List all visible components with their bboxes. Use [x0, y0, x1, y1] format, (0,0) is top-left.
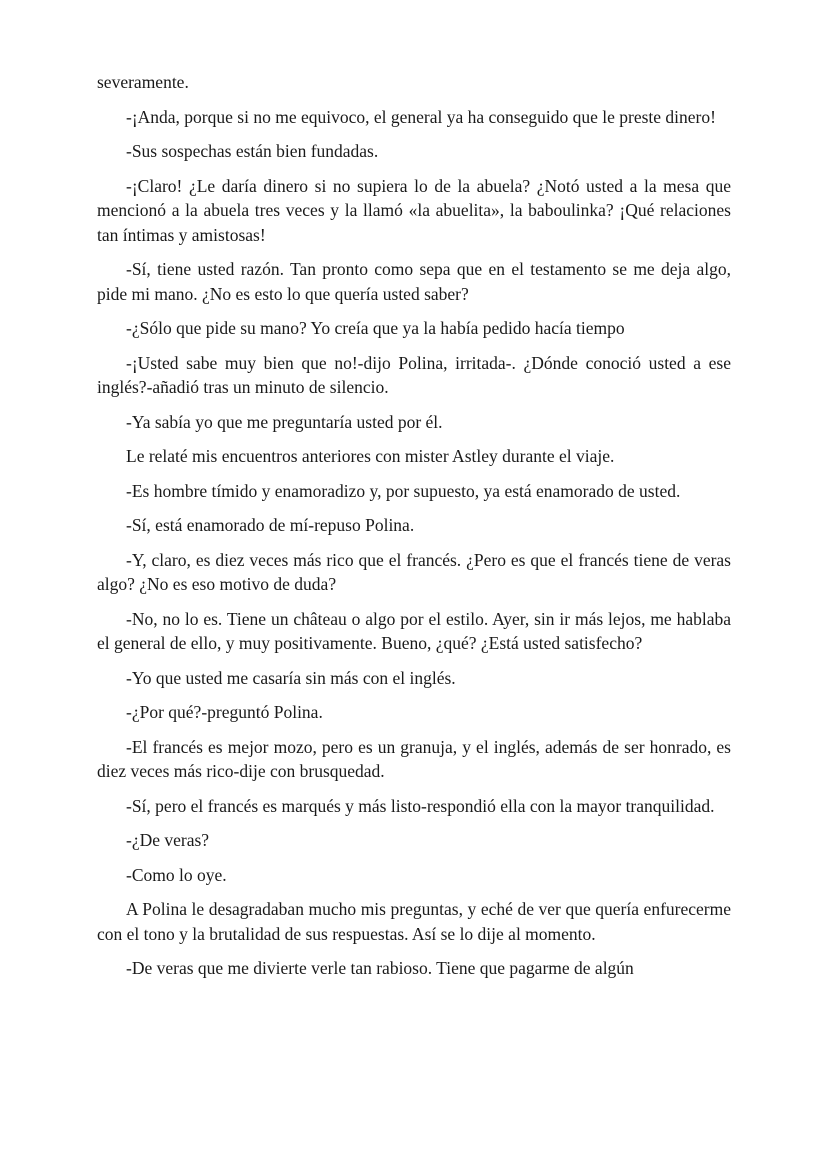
paragraph-13: -No, no lo es. Tiene un château o algo por el estilo. Ayer, sin ir más lejos, me hablaba el general de ello, y muy positivamente. Bueno, ¿qué? ¿Está usted satisfecho? [97, 608, 731, 653]
paragraph-2: -¡Anda, porque si no me equivoco, el general ya ha conseguido que le preste dinero! [126, 106, 716, 127]
paragraph-7: -¡Usted sabe muy bien que no!-dijo Polina, irritada-. ¿Dónde conoció usted a ese inglés?-añadió tras un minuto de silencio. [97, 352, 731, 397]
paragraph-3: -Sus sospechas están bien fundadas. [126, 141, 379, 161]
paragraph-8: -Ya sabía yo que me preguntaría usted por él. [126, 411, 443, 432]
paragraph-9: Le relaté mis encuentros anteriores con mister Astley durante el viaje. [126, 446, 615, 466]
paragraph-1: severamente. [97, 72, 189, 92]
paragraph-4: -¡Claro! ¿Le daría dinero si no supiera lo de la abuela? ¿Notó usted a la mesa que mencionó a la abuela tres veces y la llamó «la abuelita», la baboulinka? ¡Qué relaciones tan íntimas y amistosas! [97, 175, 731, 245]
paragraph-15: -¿Por qué?-preguntó Polina. [126, 702, 323, 722]
paragraph-5: -Sí, tiene usted razón. Tan pronto como sepa que en el testamento se me deja algo, pide mi mano. ¿No es esto lo que quería usted saber? [97, 259, 731, 304]
paragraph-6: -¿Sólo que pide su mano? Yo creía que ya la había pedido hacía tiempo [126, 318, 625, 338]
paragraph-19: -Como lo oye. [126, 864, 227, 885]
paragraph-10: -Es hombre tímido y enamoradizo y, por supuesto, ya está enamorado de usted. [126, 480, 681, 501]
paragraph-16: -El francés es mejor mozo, pero es un granuja, y el inglés, además de ser honrado, es diez veces más rico-dije con brusquedad. [97, 736, 731, 781]
paragraph-21: -De veras que me divierte verle tan rabioso. Tiene que pagarme de algún [126, 958, 634, 978]
paragraph-20: A Polina le desagradaban mucho mis preguntas, y eché de ver que quería enfurecerme con el tono y la brutalidad de sus respuestas. Así se lo dije al momento. [97, 899, 731, 944]
document-page [97, 70, 731, 991]
paragraph-11: -Sí, está enamorado de mí-repuso Polina. [126, 515, 415, 535]
paragraph-12: -Y, claro, es diez veces más rico que el francés. ¿Pero es que el francés tiene de veras algo? ¿No es eso motivo de duda? [97, 549, 731, 594]
paragraph-17: -Sí, pero el francés es marqués y más listo-respondió ella con la mayor tranquilidad. [126, 795, 715, 816]
paragraph-14: -Yo que usted me casaría sin más con el inglés. [126, 667, 456, 688]
paragraph-18: -¿De veras? [126, 830, 210, 850]
